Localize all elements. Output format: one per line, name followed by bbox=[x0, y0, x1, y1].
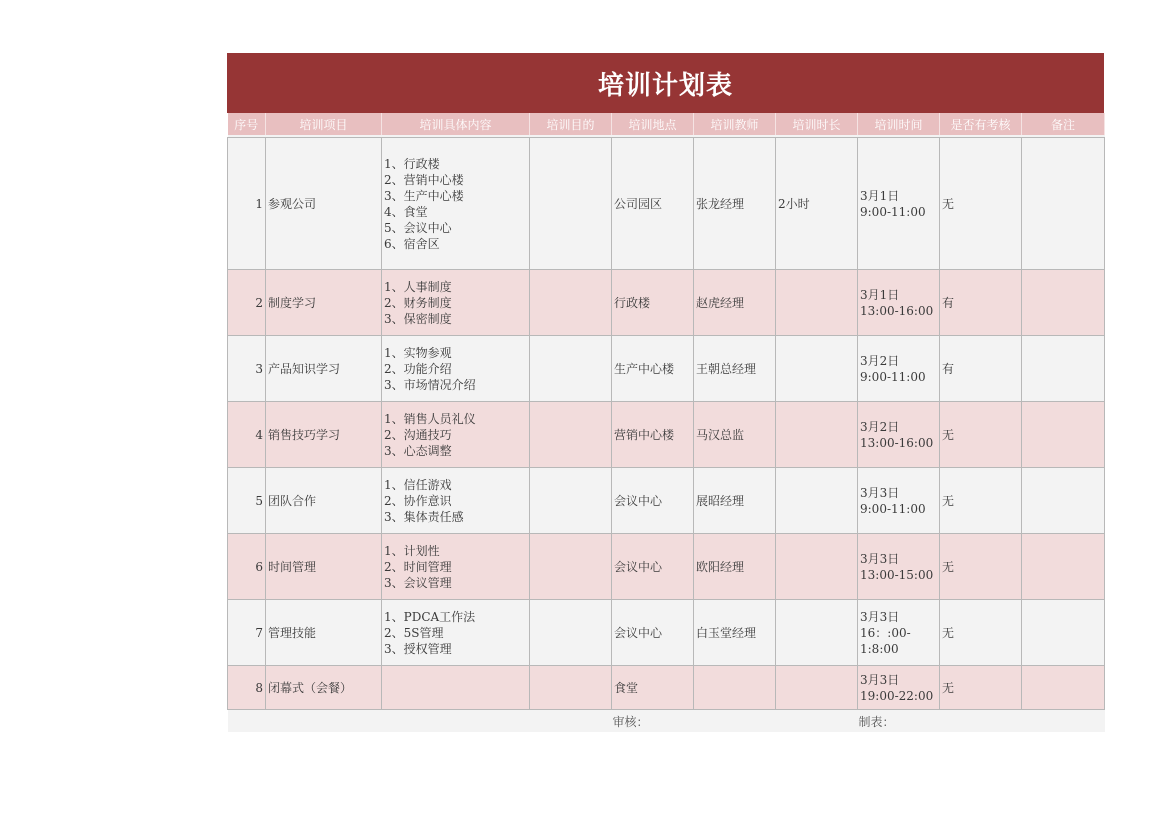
row-time-line: 3月3日 bbox=[860, 672, 900, 687]
row-teacher[interactable]: 王朝总经理 bbox=[694, 336, 776, 402]
row-time-line: 9:00-11:00 bbox=[860, 501, 926, 516]
header-location[interactable]: 培训地点 bbox=[612, 113, 694, 135]
training-plan-sheet bbox=[227, 53, 1104, 732]
row-purpose[interactable] bbox=[530, 270, 612, 336]
table-row bbox=[228, 336, 1105, 402]
row-content-line: 1、计划性 bbox=[384, 543, 440, 558]
signature-row bbox=[228, 710, 1105, 733]
row-content-line: 3、会议管理 bbox=[384, 575, 452, 590]
row-location[interactable]: 会议中心 bbox=[612, 600, 694, 666]
row-project[interactable]: 制度学习 bbox=[266, 270, 382, 336]
row-content[interactable] bbox=[382, 138, 530, 270]
row-note[interactable] bbox=[1022, 534, 1105, 600]
row-duration[interactable] bbox=[776, 336, 858, 402]
row-duration[interactable] bbox=[776, 600, 858, 666]
row-project[interactable]: 管理技能 bbox=[266, 600, 382, 666]
row-time-line: 13:00-16:00 bbox=[860, 435, 934, 450]
header-content[interactable]: 培训具体内容 bbox=[382, 113, 530, 135]
row-duration[interactable] bbox=[776, 666, 858, 710]
row-content-line: 1、PDCA工作法 bbox=[384, 609, 476, 624]
row-duration[interactable]: 2小时 bbox=[776, 138, 858, 270]
row-content[interactable] bbox=[382, 600, 530, 666]
row-time-line: 1:8:00 bbox=[860, 641, 899, 656]
row-purpose[interactable] bbox=[530, 666, 612, 710]
row-duration[interactable] bbox=[776, 468, 858, 534]
row-teacher[interactable]: 白玉堂经理 bbox=[694, 600, 776, 666]
row-purpose[interactable] bbox=[530, 336, 612, 402]
row-note[interactable] bbox=[1022, 468, 1105, 534]
row-time-line: 16：:00- bbox=[860, 625, 911, 640]
row-teacher[interactable] bbox=[694, 666, 776, 710]
row-teacher[interactable]: 展昭经理 bbox=[694, 468, 776, 534]
row-location[interactable]: 行政楼 bbox=[612, 270, 694, 336]
row-content[interactable] bbox=[382, 468, 530, 534]
header-time[interactable]: 培训时间 bbox=[858, 113, 940, 135]
header-project[interactable]: 培训项目 bbox=[266, 113, 382, 135]
row-index[interactable]: 8 bbox=[228, 666, 266, 710]
row-content-line: 2、时间管理 bbox=[384, 559, 452, 574]
row-location[interactable]: 生产中心楼 bbox=[612, 336, 694, 402]
row-time[interactable] bbox=[858, 666, 940, 710]
row-content-line: 3、保密制度 bbox=[384, 311, 452, 326]
header-index[interactable]: 序号 bbox=[228, 113, 266, 135]
row-content[interactable] bbox=[382, 336, 530, 402]
row-time-line: 13:00-15:00 bbox=[860, 567, 934, 582]
table-row bbox=[228, 402, 1105, 468]
row-content-line: 2、功能介绍 bbox=[384, 361, 452, 376]
row-content-line: 4、食堂 bbox=[384, 204, 428, 219]
row-content-line: 3、生产中心楼 bbox=[384, 188, 464, 203]
row-exam[interactable]: 无 bbox=[940, 402, 1022, 468]
row-location[interactable]: 会议中心 bbox=[612, 468, 694, 534]
row-location[interactable]: 公司园区 bbox=[612, 138, 694, 270]
row-purpose[interactable] bbox=[530, 534, 612, 600]
row-duration[interactable] bbox=[776, 534, 858, 600]
row-time-line: 3月2日 bbox=[860, 419, 900, 434]
header-teacher[interactable]: 培训教师 bbox=[694, 113, 776, 135]
row-time-line: 3月1日 bbox=[860, 188, 900, 203]
row-time-line: 3月1日 bbox=[860, 287, 900, 302]
row-time-line: 3月3日 bbox=[860, 609, 900, 624]
row-exam[interactable]: 有 bbox=[940, 270, 1022, 336]
header-note[interactable]: 备注 bbox=[1022, 113, 1105, 135]
row-exam[interactable]: 无 bbox=[940, 468, 1022, 534]
row-index[interactable]: 5 bbox=[228, 468, 266, 534]
table-row bbox=[228, 666, 1105, 710]
row-index[interactable]: 7 bbox=[228, 600, 266, 666]
row-content-line: 5、会议中心 bbox=[384, 220, 452, 235]
row-time[interactable] bbox=[858, 402, 940, 468]
row-project[interactable]: 销售技巧学习 bbox=[266, 402, 382, 468]
row-exam[interactable]: 无 bbox=[940, 600, 1022, 666]
row-content-line: 3、心态调整 bbox=[384, 443, 452, 458]
row-index[interactable]: 1 bbox=[228, 138, 266, 270]
header-duration[interactable]: 培训时长 bbox=[776, 113, 858, 135]
row-purpose[interactable] bbox=[530, 468, 612, 534]
row-project[interactable]: 闭幕式（会餐） bbox=[266, 666, 382, 710]
row-note[interactable] bbox=[1022, 666, 1105, 710]
row-content-line: 1、销售人员礼仪 bbox=[384, 411, 476, 426]
row-note[interactable] bbox=[1022, 402, 1105, 468]
row-note[interactable] bbox=[1022, 600, 1105, 666]
row-note[interactable] bbox=[1022, 336, 1105, 402]
row-content-line: 2、协作意识 bbox=[384, 493, 452, 508]
row-content-line: 1、信任游戏 bbox=[384, 477, 452, 492]
row-note[interactable] bbox=[1022, 138, 1105, 270]
row-time[interactable] bbox=[858, 468, 940, 534]
row-time-line: 3月3日 bbox=[860, 485, 900, 500]
row-content-line: 3、授权管理 bbox=[384, 641, 452, 656]
header-row bbox=[228, 113, 1105, 135]
header-purpose[interactable]: 培训目的 bbox=[530, 113, 612, 135]
row-project[interactable]: 产品知识学习 bbox=[266, 336, 382, 402]
row-content-line: 1、人事制度 bbox=[384, 279, 452, 294]
table-row bbox=[228, 270, 1105, 336]
row-note[interactable] bbox=[1022, 270, 1105, 336]
row-time[interactable] bbox=[858, 336, 940, 402]
row-content-line: 3、集体责任感 bbox=[384, 509, 464, 524]
header-exam[interactable]: 是否有考核 bbox=[940, 113, 1022, 135]
row-project[interactable]: 参观公司 bbox=[266, 138, 382, 270]
row-content-line: 3、市场情况介绍 bbox=[384, 377, 476, 392]
training-plan-table bbox=[227, 113, 1105, 732]
row-project[interactable]: 时间管理 bbox=[266, 534, 382, 600]
row-content[interactable] bbox=[382, 534, 530, 600]
row-time-line: 3月2日 bbox=[860, 353, 900, 368]
row-location[interactable]: 食堂 bbox=[612, 666, 694, 710]
row-time[interactable] bbox=[858, 534, 940, 600]
row-time-line: 3月3日 bbox=[860, 551, 900, 566]
row-content[interactable] bbox=[382, 402, 530, 468]
row-project[interactable]: 团队合作 bbox=[266, 468, 382, 534]
row-content-line: 2、5S管理 bbox=[384, 625, 444, 640]
row-time[interactable] bbox=[858, 270, 940, 336]
row-index[interactable]: 6 bbox=[228, 534, 266, 600]
row-time-line: 9:00-11:00 bbox=[860, 369, 926, 384]
row-content-line: 2、营销中心楼 bbox=[384, 172, 464, 187]
row-duration[interactable] bbox=[776, 402, 858, 468]
row-index[interactable]: 3 bbox=[228, 336, 266, 402]
row-time[interactable] bbox=[858, 138, 940, 270]
row-content[interactable] bbox=[382, 666, 530, 710]
row-content[interactable] bbox=[382, 270, 530, 336]
row-time-line: 13:00-16:00 bbox=[860, 303, 934, 318]
maker-label: 制表： bbox=[858, 710, 1105, 733]
row-exam[interactable]: 无 bbox=[940, 666, 1022, 710]
row-purpose[interactable] bbox=[530, 138, 612, 270]
row-teacher[interactable]: 赵虎经理 bbox=[694, 270, 776, 336]
table-row bbox=[228, 534, 1105, 600]
row-content-line: 1、行政楼 bbox=[384, 156, 440, 171]
row-teacher[interactable]: 马汉总监 bbox=[694, 402, 776, 468]
row-time-line: 19:00-22:00 bbox=[860, 688, 934, 703]
row-content-line: 1、实物参观 bbox=[384, 345, 452, 360]
row-index[interactable]: 4 bbox=[228, 402, 266, 468]
table-row bbox=[228, 468, 1105, 534]
row-teacher[interactable]: 张龙经理 bbox=[694, 138, 776, 270]
row-content-line: 2、财务制度 bbox=[384, 295, 452, 310]
row-purpose[interactable] bbox=[530, 402, 612, 468]
row-duration[interactable] bbox=[776, 270, 858, 336]
row-time[interactable] bbox=[858, 600, 940, 666]
table-row bbox=[228, 600, 1105, 666]
sheet-title: 培训计划表 bbox=[227, 53, 1104, 113]
row-exam[interactable]: 有 bbox=[940, 336, 1022, 402]
review-label: 审核： bbox=[612, 710, 858, 733]
row-location[interactable]: 营销中心楼 bbox=[612, 402, 694, 468]
row-exam[interactable]: 无 bbox=[940, 138, 1022, 270]
row-content-line: 2、沟通技巧 bbox=[384, 427, 452, 442]
row-content-line: 6、宿舍区 bbox=[384, 236, 440, 251]
row-exam[interactable]: 无 bbox=[940, 534, 1022, 600]
row-teacher[interactable]: 欧阳经理 bbox=[694, 534, 776, 600]
table-row bbox=[228, 138, 1105, 270]
row-time-line: 9:00-11:00 bbox=[860, 204, 926, 219]
row-index[interactable]: 2 bbox=[228, 270, 266, 336]
row-purpose[interactable] bbox=[530, 600, 612, 666]
row-location[interactable]: 会议中心 bbox=[612, 534, 694, 600]
